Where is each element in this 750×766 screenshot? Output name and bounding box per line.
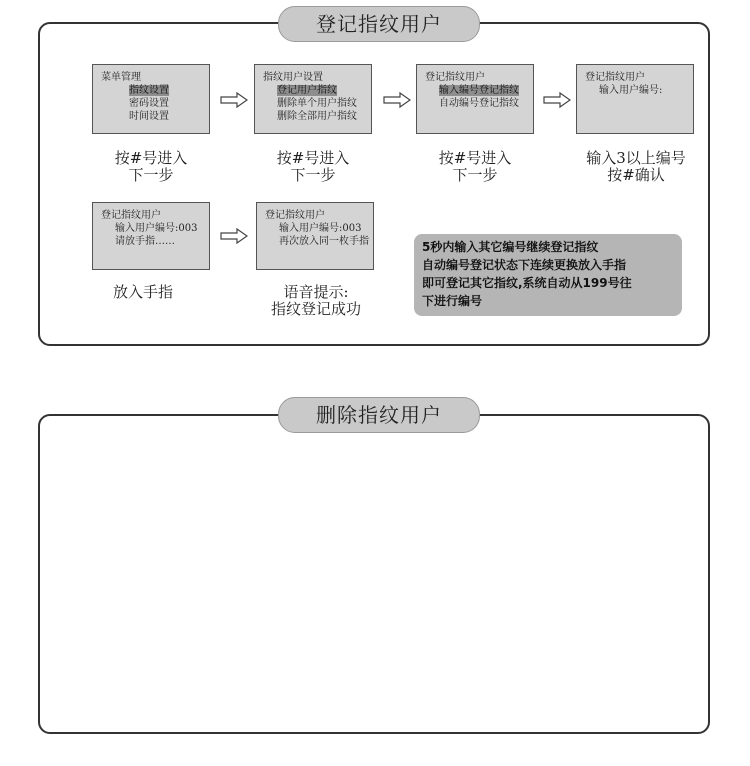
delete-panel <box>38 414 710 734</box>
step-caption <box>246 284 386 318</box>
step-caption <box>73 284 213 301</box>
screen-line <box>101 222 201 235</box>
menu-text: 自动编号登记指纹 <box>439 98 519 109</box>
menu-text: 登记指纹用户 <box>425 72 485 83</box>
screen-line <box>585 84 685 97</box>
note-line: 下进行编号 <box>422 294 483 308</box>
screen-line <box>425 71 525 84</box>
selected-menu-item: 登记用户指纹 <box>277 85 337 96</box>
step-caption <box>405 150 545 184</box>
menu-text: 再次放入同一枚手指 <box>279 236 369 247</box>
menu-text: 输入用户编号:003 <box>115 223 198 234</box>
screen-line <box>265 209 365 222</box>
menu-text: 删除单个用户指纹 <box>277 98 357 109</box>
menu-text: 请放手指…… <box>115 236 175 247</box>
menu-text: 登记指纹用户 <box>265 210 325 221</box>
step-caption <box>566 150 706 184</box>
screen-line <box>425 97 525 110</box>
caption-line: 指纹登记成功 <box>270 300 361 318</box>
caption-line: 按#号进入 <box>438 149 512 167</box>
menu-text: 删除全部用户指纹 <box>277 111 357 122</box>
caption-line: 语音提示: <box>283 283 349 301</box>
note-line: 5秒内输入其它编号继续登记指纹 <box>422 240 599 254</box>
screen-line <box>101 84 201 97</box>
caption-line: 按#号进入 <box>114 149 188 167</box>
caption-line: 放入手指 <box>112 283 173 301</box>
caption-line: 下一步 <box>290 166 336 184</box>
note-line: 自动编号登记状态下连续更换放入手指 <box>422 258 627 272</box>
register-title: 登记指纹用户 <box>278 6 480 42</box>
caption-line: 下一步 <box>128 166 174 184</box>
screen-line <box>101 97 201 110</box>
menu-text: 指纹用户设置 <box>263 72 323 83</box>
caption-line: 下一步 <box>452 166 498 184</box>
screen-line <box>101 110 201 123</box>
caption-line: 输入3以上编号 <box>586 149 686 167</box>
caption-line: 按#号进入 <box>276 149 350 167</box>
screen-line <box>101 71 201 84</box>
screen-line <box>585 71 685 84</box>
lcd-screen <box>416 64 534 134</box>
flow-arrow-icon <box>220 228 248 244</box>
selected-menu-item: 指纹设置 <box>129 85 169 96</box>
delete-title: 删除指纹用户 <box>278 397 480 433</box>
lcd-screen <box>576 64 694 134</box>
screen-line <box>265 222 365 235</box>
screen-line <box>101 235 201 248</box>
menu-text: 登记指纹用户 <box>585 72 645 83</box>
screen-line <box>263 71 363 84</box>
lcd-screen <box>256 202 374 270</box>
caption-line: 按#确认 <box>607 166 665 184</box>
step-caption <box>243 150 383 184</box>
menu-text: 输入用户编号: <box>599 85 663 96</box>
lcd-screen <box>92 64 210 134</box>
lcd-screen <box>92 202 210 270</box>
flow-arrow-icon <box>383 92 411 108</box>
screen-line <box>263 110 363 123</box>
register-note <box>414 234 682 316</box>
screen-line <box>425 84 525 97</box>
menu-text: 密码设置 <box>129 98 169 109</box>
lcd-screen <box>254 64 372 134</box>
step-caption <box>81 150 221 184</box>
flow-arrow-icon <box>543 92 571 108</box>
screen-line <box>265 235 369 248</box>
note-line: 即可登记其它指纹,系统自动从199号往 <box>422 276 632 290</box>
menu-text: 菜单管理 <box>101 72 141 83</box>
selected-menu-item: 输入编号登记指纹 <box>439 85 519 96</box>
screen-line <box>101 209 201 222</box>
screen-line <box>263 84 363 97</box>
menu-text: 时间设置 <box>129 111 169 122</box>
menu-text: 输入用户编号:003 <box>279 223 362 234</box>
menu-text: 登记指纹用户 <box>101 210 161 221</box>
flow-arrow-icon <box>220 92 248 108</box>
screen-line <box>263 97 363 110</box>
